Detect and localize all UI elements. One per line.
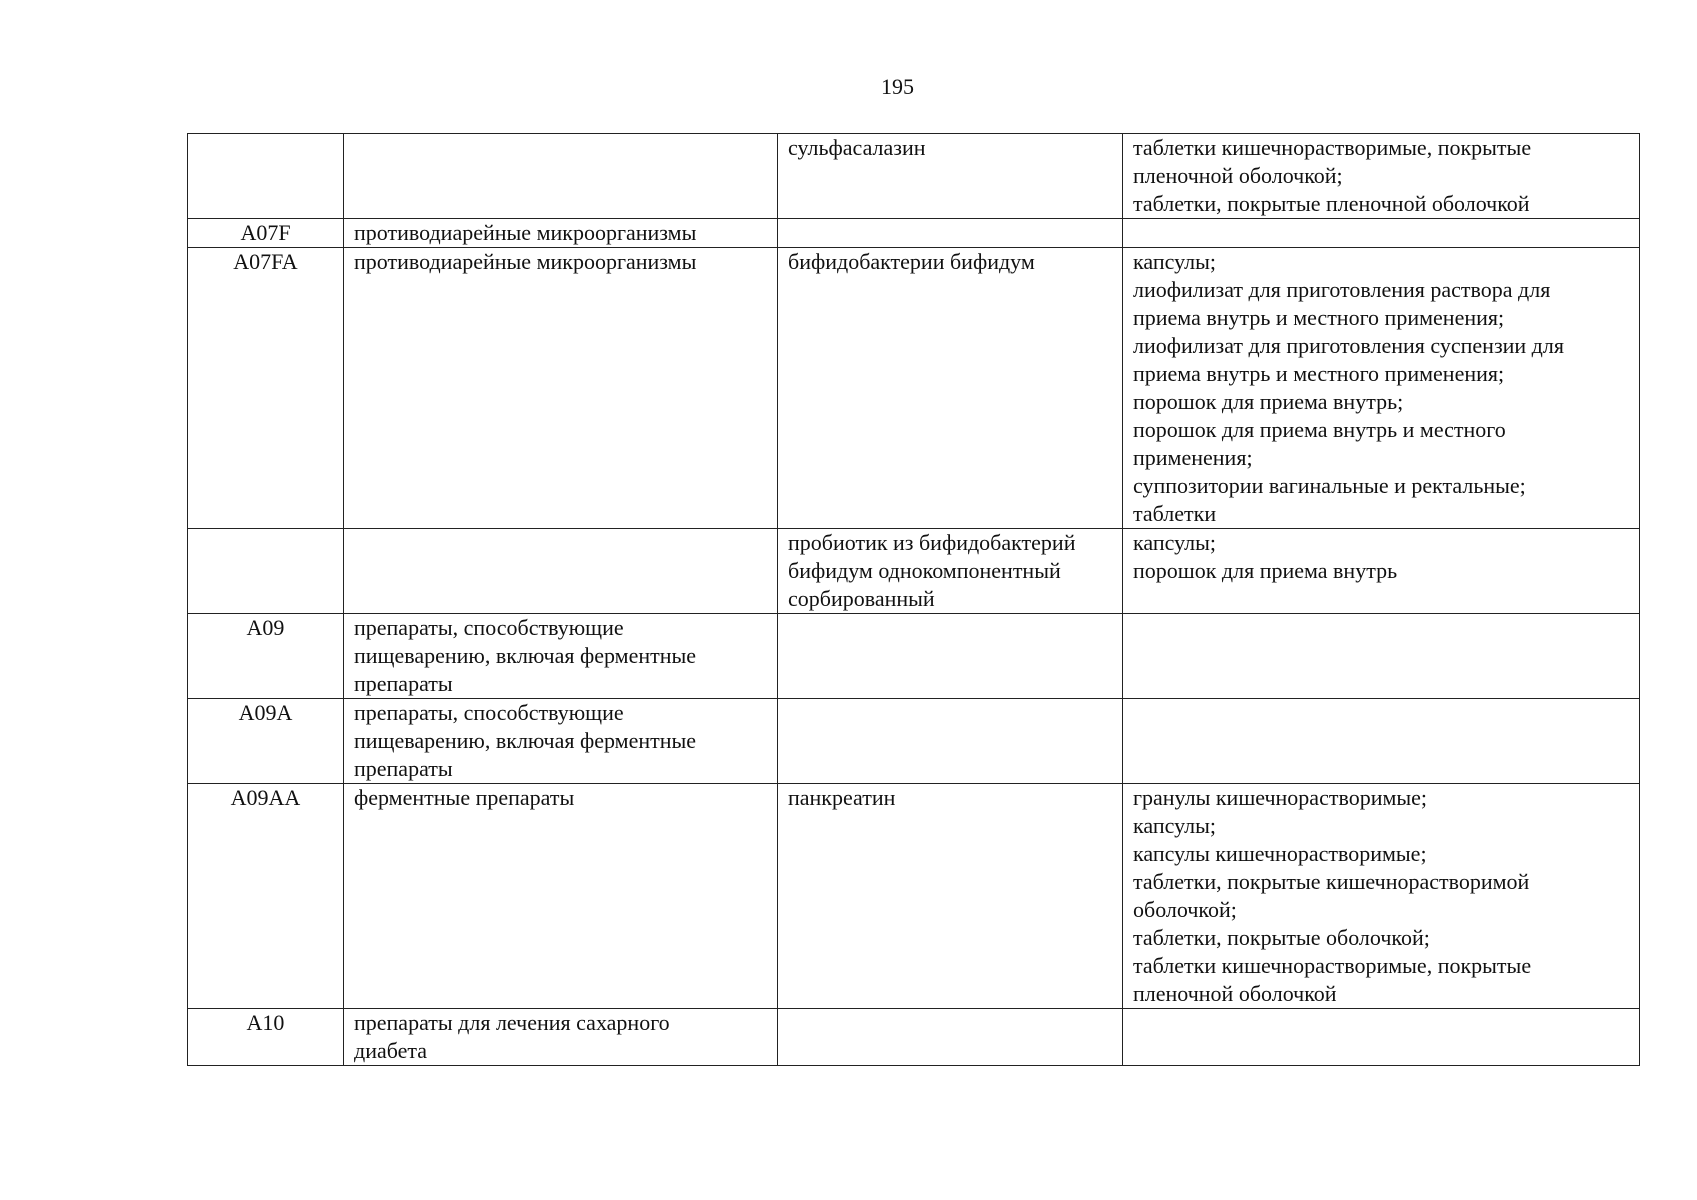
table-row — [188, 219, 1640, 248]
atc-code-cell: A09AA — [188, 784, 344, 1009]
dosage-form-cell — [1123, 784, 1640, 1009]
dosage-form-cell — [1123, 614, 1640, 699]
dosage-form-line: гранулы кишечнорастворимые; — [1133, 785, 1428, 810]
group-name-cell — [344, 134, 778, 219]
dosage-form-line: таблетки, покрытые оболочкой; — [1133, 925, 1430, 950]
dosage-form-line: пленочной оболочкой — [1133, 981, 1337, 1006]
group-name-line: противодиарейные микроорганизмы — [354, 249, 697, 274]
dosage-form-line: приема внутрь и местного применения; — [1133, 305, 1505, 330]
dosage-form-line: лиофилизат для приготовления раствора для — [1133, 277, 1551, 302]
dosage-form-line: оболочкой; — [1133, 897, 1237, 922]
drug-name-cell — [778, 219, 1123, 248]
group-name-cell — [344, 248, 778, 529]
drug-name-line: бифидобактерии бифидум — [788, 249, 1035, 274]
dosage-form-line: капсулы; — [1133, 249, 1216, 274]
group-name-line: препараты — [354, 756, 453, 781]
atc-code-cell: A10 — [188, 1009, 344, 1066]
atc-code-cell: A09 — [188, 614, 344, 699]
table-row — [188, 699, 1640, 784]
dosage-form-line: суппозитории вагинальные и ректальные; — [1133, 473, 1526, 498]
group-name-line: пищеварению, включая ферментные — [354, 643, 697, 668]
dosage-form-line: порошок для приема внутрь — [1133, 558, 1398, 583]
group-name-cell — [344, 614, 778, 699]
drug-name-cell — [778, 784, 1123, 1009]
dosage-form-line: порошок для приема внутрь; — [1133, 389, 1404, 414]
dosage-form-cell — [1123, 699, 1640, 784]
drug-name-cell — [778, 529, 1123, 614]
group-name-cell — [344, 699, 778, 784]
dosage-form-line: порошок для приема внутрь и местного — [1133, 417, 1506, 442]
dosage-form-line: капсулы; — [1133, 813, 1216, 838]
atc-code-cell — [188, 134, 344, 219]
table-row — [188, 784, 1640, 1009]
dosage-form-line: капсулы кишечнорастворимые; — [1133, 841, 1427, 866]
table-row — [188, 1009, 1640, 1066]
drug-name-line: сорбированный — [788, 586, 935, 611]
drug-name-cell — [778, 1009, 1123, 1066]
drug-name-line: бифидум однокомпонентный — [788, 558, 1061, 583]
table-row — [188, 529, 1640, 614]
drug-name-cell — [778, 614, 1123, 699]
dosage-form-line: таблетки кишечнорастворимые, покрытые — [1133, 135, 1532, 160]
atc-code-cell: A09A — [188, 699, 344, 784]
group-name-line: ферментные препараты — [354, 785, 575, 810]
page-number: 195 — [881, 74, 914, 99]
drug-name-line: пробиотик из бифидобактерий — [788, 530, 1076, 555]
atc-code-cell: A07FA — [188, 248, 344, 529]
dosage-form-line: таблетки кишечнорастворимые, покрытые — [1133, 953, 1532, 978]
group-name-line: противодиарейные микроорганизмы — [354, 220, 697, 245]
drug-table — [187, 133, 1640, 1066]
group-name-line: препараты, способствующие — [354, 615, 624, 640]
drug-name-cell — [778, 134, 1123, 219]
dosage-form-line: таблетки, покрытые кишечнорастворимой — [1133, 869, 1530, 894]
table-row — [188, 614, 1640, 699]
dosage-form-line: пленочной оболочкой; — [1133, 163, 1343, 188]
group-name-line: препараты для лечения сахарного — [354, 1010, 670, 1035]
dosage-form-line: применения; — [1133, 445, 1253, 470]
group-name-cell — [344, 784, 778, 1009]
group-name-cell — [344, 219, 778, 248]
group-name-cell — [344, 529, 778, 614]
dosage-form-cell — [1123, 134, 1640, 219]
drug-name-line: панкреатин — [788, 785, 896, 810]
dosage-form-line: лиофилизат для приготовления суспензии для — [1133, 333, 1564, 358]
dosage-form-line: таблетки, покрытые пленочной оболочкой — [1133, 191, 1530, 216]
group-name-line: пищеварению, включая ферментные — [354, 728, 697, 753]
group-name-line: препараты, способствующие — [354, 700, 624, 725]
dosage-form-cell — [1123, 219, 1640, 248]
dosage-form-line: приема внутрь и местного применения; — [1133, 361, 1505, 386]
atc-code-cell: A07F — [188, 219, 344, 248]
drug-name-cell — [778, 248, 1123, 529]
group-name-line: диабета — [354, 1038, 428, 1063]
table-body — [188, 134, 1640, 1066]
table-row — [188, 134, 1640, 219]
dosage-form-cell — [1123, 1009, 1640, 1066]
dosage-form-line: капсулы; — [1133, 530, 1216, 555]
dosage-form-line: таблетки — [1133, 501, 1217, 526]
dosage-form-cell — [1123, 248, 1640, 529]
drug-name-line: сульфасалазин — [788, 135, 926, 160]
group-name-cell — [344, 1009, 778, 1066]
atc-code-cell — [188, 529, 344, 614]
drug-name-cell — [778, 699, 1123, 784]
dosage-form-cell — [1123, 529, 1640, 614]
group-name-line: препараты — [354, 671, 453, 696]
table-row — [188, 248, 1640, 529]
